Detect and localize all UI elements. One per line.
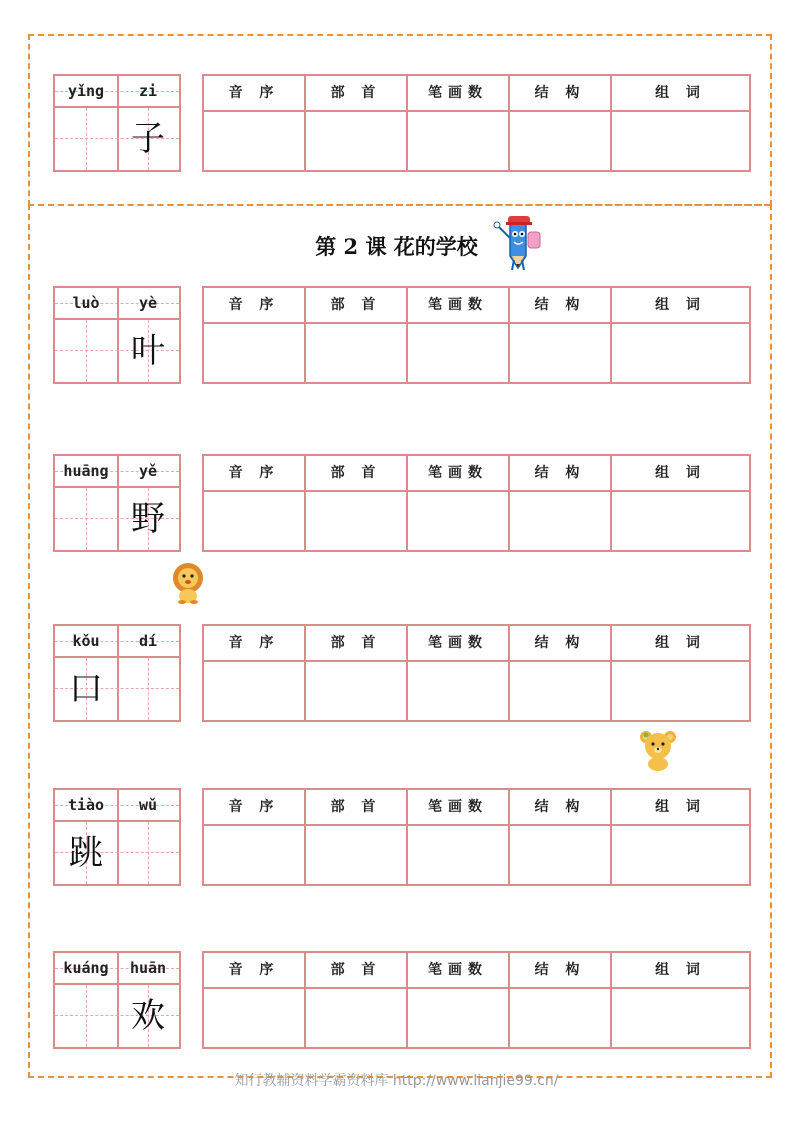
header-yinxu: 音 序: [228, 635, 280, 651]
section-divider: [28, 204, 770, 206]
pinyin-2: wǔ: [138, 796, 158, 814]
header-yinxu: 音 序: [228, 799, 280, 815]
footer-watermark: 知行教辅资料学霸资料库 http://www.lianjie99.cn/: [234, 1073, 559, 1089]
pinyin-2: yè: [138, 294, 158, 312]
header-jiegou: 结 构: [534, 962, 586, 978]
tianzige-grid: [53, 624, 181, 722]
pinyin-1: yǐng: [67, 82, 105, 100]
header-jiegou: 结 构: [534, 635, 586, 651]
char-row-4: [53, 788, 751, 886]
info-table: [202, 788, 751, 886]
header-zuci: 组 词: [655, 465, 706, 481]
pinyin-1: kuáng: [63, 959, 109, 977]
header-bihuashu: 笔画数: [428, 297, 488, 313]
header-bihuashu: 笔画数: [428, 465, 488, 481]
header-jiegou: 结 构: [534, 799, 586, 815]
tianzige-grid: [53, 74, 181, 172]
info-table: [202, 951, 751, 1049]
header-bushou: 部 首: [330, 85, 382, 101]
header-jiegou: 结 构: [534, 465, 586, 481]
header-zuci: 组 词: [655, 85, 706, 101]
header-zuci: 组 词: [655, 962, 706, 978]
hanzi: 欢: [131, 996, 165, 1036]
header-bushou: 部 首: [330, 962, 382, 978]
tianzige-grid: [53, 286, 181, 384]
tianzige-grid: [53, 788, 181, 886]
bear-icon: [636, 728, 680, 772]
pencil-mascot-icon: [490, 210, 548, 272]
pinyin-2: huān: [129, 959, 167, 977]
info-table: [202, 624, 751, 722]
header-bushou: 部 首: [330, 635, 382, 651]
header-bihuashu: 笔画数: [428, 635, 488, 651]
char-row-2: [53, 454, 751, 552]
hanzi: 野: [131, 499, 165, 539]
pinyin-2: zi: [138, 82, 158, 100]
hanzi: 跳: [69, 833, 103, 873]
char-row-0: [53, 74, 751, 172]
char-row-3: [53, 624, 751, 722]
hanzi: 子: [131, 119, 165, 159]
hanzi: 叶: [131, 331, 165, 371]
header-yinxu: 音 序: [228, 85, 280, 101]
pinyin-1: kǒu: [72, 632, 100, 650]
char-row-5: [53, 951, 751, 1049]
header-jiegou: 结 构: [534, 85, 586, 101]
lesson-title: 第 2 课 花的学校: [315, 234, 478, 259]
header-zuci: 组 词: [655, 799, 706, 815]
pinyin-1: luò: [72, 294, 100, 312]
header-bushou: 部 首: [330, 465, 382, 481]
pinyin-1: tiào: [67, 796, 105, 814]
lion-icon: [170, 562, 206, 604]
header-yinxu: 音 序: [228, 465, 280, 481]
info-table: [202, 286, 751, 384]
header-yinxu: 音 序: [228, 962, 280, 978]
header-bushou: 部 首: [330, 297, 382, 313]
info-table: [202, 454, 751, 552]
header-bihuashu: 笔画数: [428, 85, 488, 101]
pinyin-2: yě: [138, 462, 158, 480]
header-yinxu: 音 序: [228, 297, 280, 313]
header-zuci: 组 词: [655, 297, 706, 313]
char-row-1: [53, 286, 751, 384]
pinyin-2: dí: [138, 632, 158, 650]
tianzige-grid: [53, 951, 181, 1049]
header-bihuashu: 笔画数: [428, 799, 488, 815]
header-bushou: 部 首: [330, 799, 382, 815]
pinyin-1: huāng: [63, 462, 109, 480]
hanzi: 口: [69, 669, 103, 709]
header-bihuashu: 笔画数: [428, 962, 488, 978]
header-jiegou: 结 构: [534, 297, 586, 313]
info-table: [202, 74, 751, 172]
header-zuci: 组 词: [655, 635, 706, 651]
tianzige-grid: [53, 454, 181, 552]
